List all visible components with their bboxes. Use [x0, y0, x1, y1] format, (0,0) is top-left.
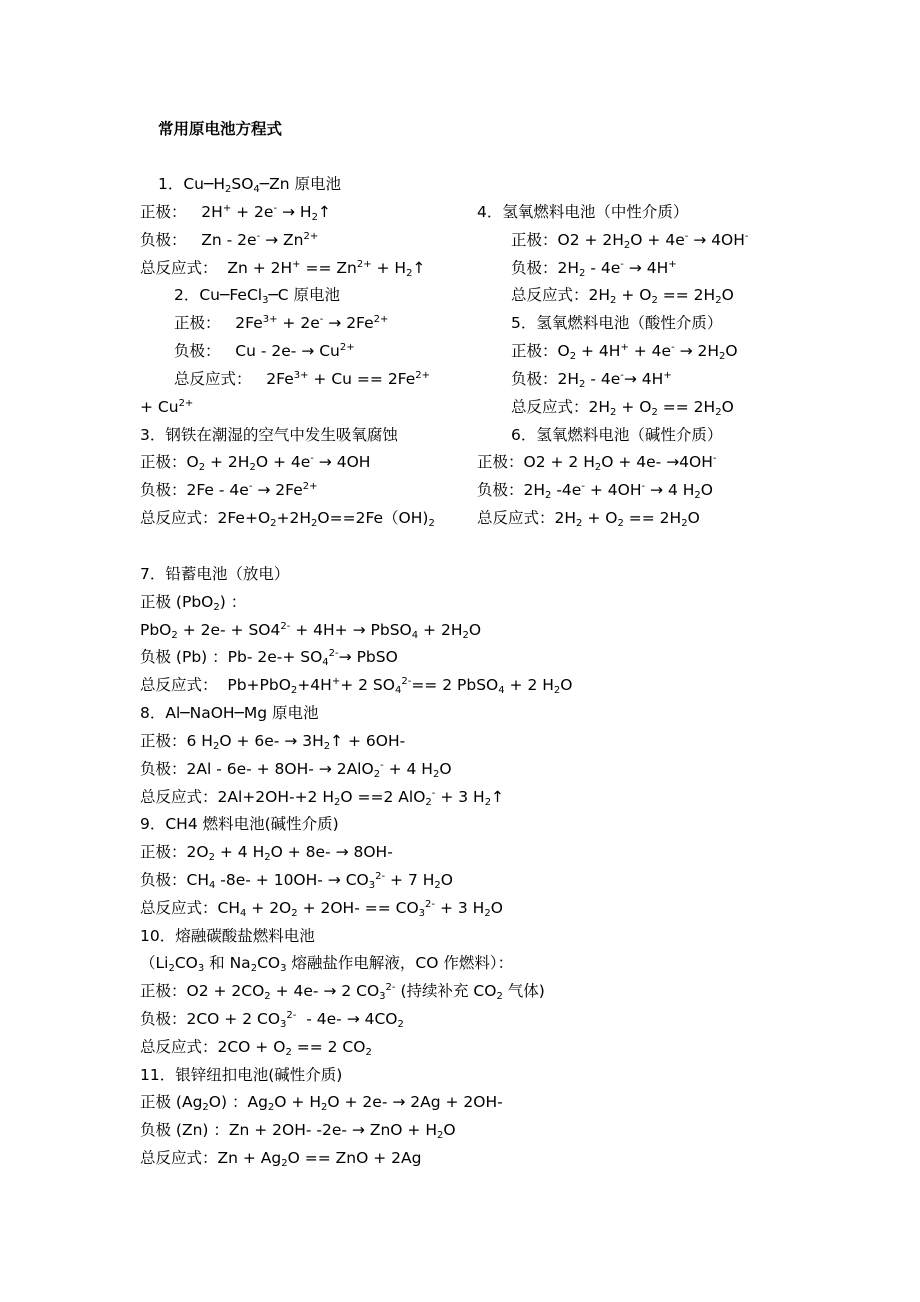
- section-4-positive: 正极：$O2 + 2H_2O + 4e^- \to 4OH^-$: [511, 231, 749, 251]
- section-2-heading: 2．Cu─FeCl$_3$─C 原电池: [174, 286, 341, 306]
- section-4-heading: 4．氢氧燃料电池（中性介质）: [477, 203, 689, 221]
- section-3-total: 总反应式：$2Fe+O_2+2H_2O==2Fe(OH)_2$: [140, 509, 435, 529]
- section-4-total: 总反应式：$2H_2 + O_2 == 2H_2O$: [511, 286, 734, 306]
- section-11-heading: 11．银锌纽扣电池(碱性介质): [140, 1066, 343, 1084]
- section-5-heading: 5．氢氧燃料电池（酸性介质）: [511, 314, 723, 332]
- section-9-positive: 正极：$2O_2 + 4$ $H_2O + 8e- \to 8OH-$: [140, 843, 393, 863]
- section-7-positive-label: 正极 (PbO$_2$) ：: [140, 593, 247, 613]
- section-2-total-cont: + $Cu^{2+}$: [140, 398, 194, 416]
- section-2-positive: 正极： $2Fe^{3+} + 2e^- \to 2Fe^{2+}$: [174, 314, 389, 332]
- section-6-total: 总反应式：$2H_2 + O_2 == 2H_2O$: [477, 509, 700, 529]
- section-1-total: 总反应式： $Zn + 2H^+ == Zn^{2+}$ + $H_2↑$: [140, 259, 426, 279]
- section-8-positive: 正极：6 $H_2O + 6e-$ → $3H_2↑ + 6OH-$: [140, 732, 406, 752]
- section-2-total: 总反应式： $2Fe^{3+} + Cu == 2Fe^{2+}$: [174, 370, 431, 388]
- section-2-negative: 负极： $Cu - 2e- \to Cu^{2+}$: [174, 342, 355, 360]
- section-1-positive: 正极： $2H^+ + 2e^- \to H_2↑$: [140, 203, 331, 223]
- section-6-heading: 6．氢氧燃料电池（碱性介质）: [511, 426, 723, 444]
- page-title: 常用原电池方程式: [158, 120, 283, 138]
- section-9-heading: 9．CH4 燃料电池(碱性介质): [140, 815, 339, 833]
- section-4-negative: 负极：$2H_2 - 4e^- \to 4H^+$: [511, 259, 677, 279]
- section-10-heading: 10．熔融碳酸盐燃料电池: [140, 927, 315, 945]
- section-6-negative: 负极：$2H_2$ -4e- + 4OH- → 4 $H_2O$: [477, 481, 713, 501]
- section-3-heading: 3．钢铁在潮湿的空气中发生吸氧腐蚀: [140, 426, 398, 444]
- section-5-negative: 负极：$2H_2 - 4e^-\to 4H^+$: [511, 370, 672, 390]
- section-9-negative: 负极：$CH_4$ $-8e- + 10OH- \to CO_3^{2-} + 7$ $H_2O$: [140, 871, 453, 891]
- section-10-note: （$Li_2CO_3$ 和 $Na_2CO_3$ 熔融盐作电解液，CO 作燃料）：: [140, 954, 514, 974]
- section-10-positive: 正极：$O2 + 2CO_2 + 4e- \to 2$ $CO_3^{2-}$ (持续补充 $CO_2$ 气体): [140, 982, 545, 1002]
- section-7-negative: 负极 (Pb) ：Pb- $2e-+ SO_4^{2-}\to$ PbSO: [140, 648, 398, 668]
- section-9-total: 总反应式：$CH_4 + 2O_2 + 2OH- == CO_3^{2-} + 3$ $H_2O$: [140, 899, 503, 919]
- section-8-negative: 负极：2Al - 6e- + 8OH- → 2AlO$_2$- + 4 $H_2O$: [140, 760, 452, 780]
- section-6-positive: 正极：O2 + 2 $H_2O + 4e- \to 4OH^-$: [477, 453, 717, 473]
- section-11-negative: 负极 (Zn) ：Zn + 2OH- -2e- → ZnO + $H_2O$: [140, 1121, 456, 1141]
- section-7-positive: $PbO_2 + 2e- + SO4^{2-} + 4H+$ → PbSO$_4$ + $2H_2O$: [140, 621, 482, 641]
- section-8-total: 总反应式：2Al+2OH-+2 $H_2O ==2$ AlO$_2$- + 3 $H_2↑$: [140, 788, 505, 808]
- section-11-total: 总反应式：$Zn + Ag_2O$ == ZnO + 2Ag: [140, 1149, 422, 1169]
- section-10-total: 总反应式：$2CO + O_2 == 2$ $CO_2$: [140, 1038, 372, 1058]
- section-11-positive: 正极 $(Ag_2O)$ ：$Ag_2O + H_2O + 2e- \to 2Ag + 2OH-$: [140, 1093, 503, 1113]
- section-3-negative: 负极：$2Fe - 4e^- \to 2Fe^{2+}$: [140, 481, 318, 499]
- section-1-heading: 1．$Cu─H_2SO_4─Zn$ 原电池: [158, 175, 341, 195]
- section-7-heading: 7．铅蓄电池（放电）: [140, 565, 290, 583]
- section-5-total: 总反应式：$2H_2 + O_2 == 2H_2O$: [511, 398, 734, 418]
- section-3-positive: 正极：$O_2 + 2H_2O + 4e^- \to 4OH$: [140, 453, 371, 473]
- section-1-negative: 负极： $Zn - 2e^- \to Zn^{2+}$: [140, 231, 319, 249]
- section-5-positive: 正极：$O_2 + 4H^+ + 4e^- \to 2H_2O$: [511, 342, 738, 362]
- section-7-total: 总反应式： Pb+PbO$_2$+4H++ 2 $SO_4^{2-}== 2$ PbSO$_4$ + 2 $H_2O$: [140, 676, 573, 696]
- section-10-negative: 负极：2CO + 2 $CO_3^{2-} - 4e- \to 4CO_2$: [140, 1010, 404, 1030]
- section-8-heading: 8．Al─NaOH─Mg 原电池: [140, 704, 319, 722]
